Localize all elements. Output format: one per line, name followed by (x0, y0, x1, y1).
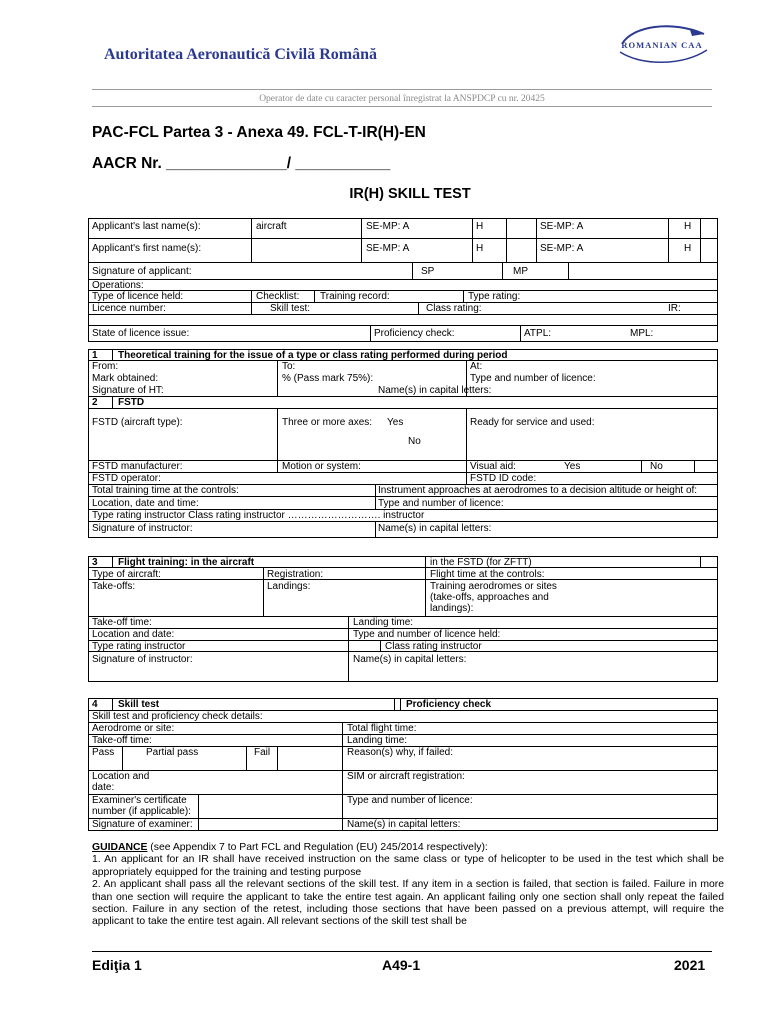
licence-held-label: Type of licence held: (92, 291, 184, 302)
section-3-block (88, 556, 718, 682)
sp-label: SP (421, 266, 435, 277)
take-offs-label: Take-offs: (92, 581, 136, 592)
reasons-failed-label: Reason(s) why, if failed: (347, 747, 453, 758)
landing-time-label: Landing time: (353, 617, 414, 628)
h-2: H (684, 221, 692, 232)
section-4-block (88, 698, 718, 831)
section-1-title: Theoretical training for the issue of a type or class rating performed during period (118, 350, 508, 361)
fail-label: Fail (254, 747, 271, 758)
pass-label: Pass (92, 747, 115, 758)
fstd-operator-label: FSTD operator: (92, 473, 161, 484)
checklist-label: Checklist: (256, 291, 300, 302)
first-name-label: Applicant's first name(s): (92, 243, 202, 254)
ir-label: IR: (668, 303, 681, 314)
total-training-time-label: Total training time at the controls: (92, 485, 239, 496)
training-record-label: Training record: (320, 291, 390, 302)
total-flight-time-label: Total flight time: (347, 723, 417, 734)
section-2-number: 2 (92, 397, 98, 408)
landing-time-4-label: Landing time: (347, 735, 408, 746)
section-2-title: FSTD (118, 397, 145, 408)
type-aircraft-label: Type of aircraft: (92, 569, 161, 580)
se-mp-a-2: SE-MP: A (540, 221, 584, 232)
h-3: H (476, 243, 484, 254)
fstd-aircraft-type-label: FSTD (aircraft type): (92, 417, 183, 428)
guidance-intro (92, 842, 724, 854)
location-date-time-label: Location, date and time: (92, 498, 199, 509)
signature-instructor-3-label: Signature of instructor: (92, 654, 193, 665)
operator-note: Operator de date cu caracter personal înregistrat la ANSPDCP cu nr. 20425 (259, 94, 545, 104)
atpl-label: ATPL: (524, 328, 552, 339)
state-issue-label: State of licence issue: (92, 328, 190, 339)
section-1-number: 1 (92, 350, 98, 361)
section-4-number: 4 (92, 699, 98, 710)
proficiency-check-label: Proficiency check: (374, 328, 455, 339)
se-mp-a-3: SE-MP: A (366, 243, 410, 254)
location-date-label: Location and date: (92, 629, 175, 640)
examiner-certificate-label: Examiner's certificate number (if applicable): (92, 795, 191, 817)
type-rating-instructor-label: Type rating instructor (92, 641, 186, 652)
names-capital-4-label: Name(s) in capital letters: (347, 819, 461, 830)
to-label: To: (282, 361, 296, 372)
footer-rule (92, 951, 712, 952)
flight-time-controls-label: Flight time at the controls: (430, 569, 545, 580)
take-off-time-label: Take-off time: (92, 617, 152, 628)
type-number-licence-4-label: Type and number of licence: (347, 795, 473, 806)
test-title: IR(H) SKILL TEST (349, 186, 471, 202)
footer-edition: Ediţia 1 (92, 957, 142, 973)
fstd-id-code-label: FSTD ID code: (470, 473, 537, 484)
guidance-text (92, 842, 724, 929)
three-axes-label: Three or more axes: (282, 417, 373, 428)
take-off-time-4-label: Take-off time: (92, 735, 152, 746)
type-number-licence-2-label: Type and number of licence: (378, 498, 504, 509)
mark-obtained-label: Mark obtained: (92, 373, 159, 384)
names-capital-2-label: Name(s) in capital letters: (378, 523, 492, 534)
type-rating-label: Type rating: (468, 291, 521, 302)
ready-service-label: Ready for service and used: (470, 417, 595, 428)
mpl-label: MPL: (630, 328, 654, 339)
caa-logo (612, 22, 712, 72)
signature-examiner-label: Signature of examiner: (92, 819, 193, 830)
sim-registration-label: SIM or aircraft registration: (347, 771, 465, 782)
names-capital-3-label: Name(s) in capital letters: (353, 654, 467, 665)
motion-system-label: Motion or system: (282, 461, 361, 472)
instrument-approaches-label: Instrument approaches at aerodromes to a decision altitude or height of: (378, 485, 698, 496)
aerodrome-site-label: Aerodrome or site: (92, 723, 175, 734)
h-4: H (684, 243, 692, 254)
axes-no-label: No (408, 436, 421, 447)
last-name-label: Applicant's last name(s): (92, 221, 201, 232)
visual-aid-label: Visual aid: (470, 461, 516, 472)
names-capital-label: Name(s) in capital letters: (378, 385, 492, 396)
signature-instructor-label: Signature of instructor: (92, 523, 193, 534)
document-title: PAC-FCL Partea 3 - Anexa 49. FCL-T-IR(H)-EN (92, 124, 426, 141)
mp-label: MP (513, 266, 528, 277)
applicant-block (88, 218, 718, 342)
guidance-heading: GUIDANCE (92, 842, 148, 853)
type-number-held-label: Type and number of licence held: (353, 629, 501, 640)
type-number-licence-label: Type and number of licence: (470, 373, 596, 384)
section-4-title: Skill test (118, 699, 160, 710)
section-3-number: 3 (92, 557, 98, 568)
aircraft-label: aircraft (256, 221, 287, 232)
proficiency-check-title: Proficiency check (406, 699, 492, 710)
at-label: At: (470, 361, 483, 372)
signature-ht-label: Signature of HT: (92, 385, 164, 396)
header-rule-bottom (92, 106, 712, 107)
zftt-label: in the FSTD (for ZFTT) (430, 557, 532, 568)
signature-applicant-label: Signature of applicant: (92, 266, 192, 277)
operations-label: Operations: (92, 280, 144, 291)
training-aerodromes-label: Training aerodromes or sites (take-offs, approaches and landings): (430, 581, 557, 614)
fstd-manufacturer-label: FSTD manufacturer: (92, 461, 183, 472)
guidance-paragraph-2: 2. An applicant shall pass all the relevant sections of the skill test. If any item in a section is failed, that section is failed. Failure in more than one section will require the applicant to take the entire test again. An applicant failing only one section shall only repeat the failed section. Failure in any section of the retest, including those sections that have been passed on a previous attempt, will require the applicant to take the entire test again. All relevant sections of the skill test shall be (92, 879, 724, 928)
instructor-type-line: Type rating instructor Class rating instructor ………………………. instructor (92, 510, 425, 521)
se-mp-a-4: SE-MP: A (540, 243, 584, 254)
header-rule-top (92, 89, 712, 90)
class-rating-instructor-label: Class rating instructor (385, 641, 482, 652)
pass-mark-label: % (Pass mark 75%): (282, 373, 374, 384)
aacr-number: AACR Nr. ______________/ ___________ (92, 155, 391, 172)
registration-label: Registration: (267, 569, 324, 580)
section-1-2-block (88, 349, 718, 538)
guidance-paragraph-1: 1. An applicant for an IR shall have received instruction on the same class or type of helicopter to be used in the test which shall be appropriately equipped for the training and testing purpose (92, 854, 724, 878)
se-mp-a-1: SE-MP: A (366, 221, 410, 232)
from-label: From: (92, 361, 119, 372)
partial-pass-label: Partial pass (146, 747, 199, 758)
visual-no-label: No (650, 461, 663, 472)
footer-page-number: A49-1 (382, 957, 421, 973)
axes-yes-label: Yes (387, 417, 404, 428)
skill-test-details-label: Skill test and proficiency check details: (92, 711, 263, 722)
visual-yes-label: Yes (564, 461, 581, 472)
location-date-4-label: Location and date: (92, 771, 150, 793)
logo-text: ROMANIAN CAA (621, 40, 703, 50)
skill-test-label: Skill test: (270, 303, 311, 314)
authority-name: Autoritatea Aeronautică Civilă Română (104, 46, 378, 63)
guidance-intro-text: (see Appendix 7 to Part FCL and Regulation (EU) 245/2014 respectively): (147, 842, 488, 853)
h-1: H (476, 221, 484, 232)
landings-label: Landings: (267, 581, 311, 592)
licence-number-label: Licence number: (92, 303, 166, 314)
footer-year: 2021 (674, 957, 706, 973)
section-3-title: Flight training: in the aircraft (118, 557, 255, 568)
class-rating-label: Class rating: (426, 303, 482, 314)
